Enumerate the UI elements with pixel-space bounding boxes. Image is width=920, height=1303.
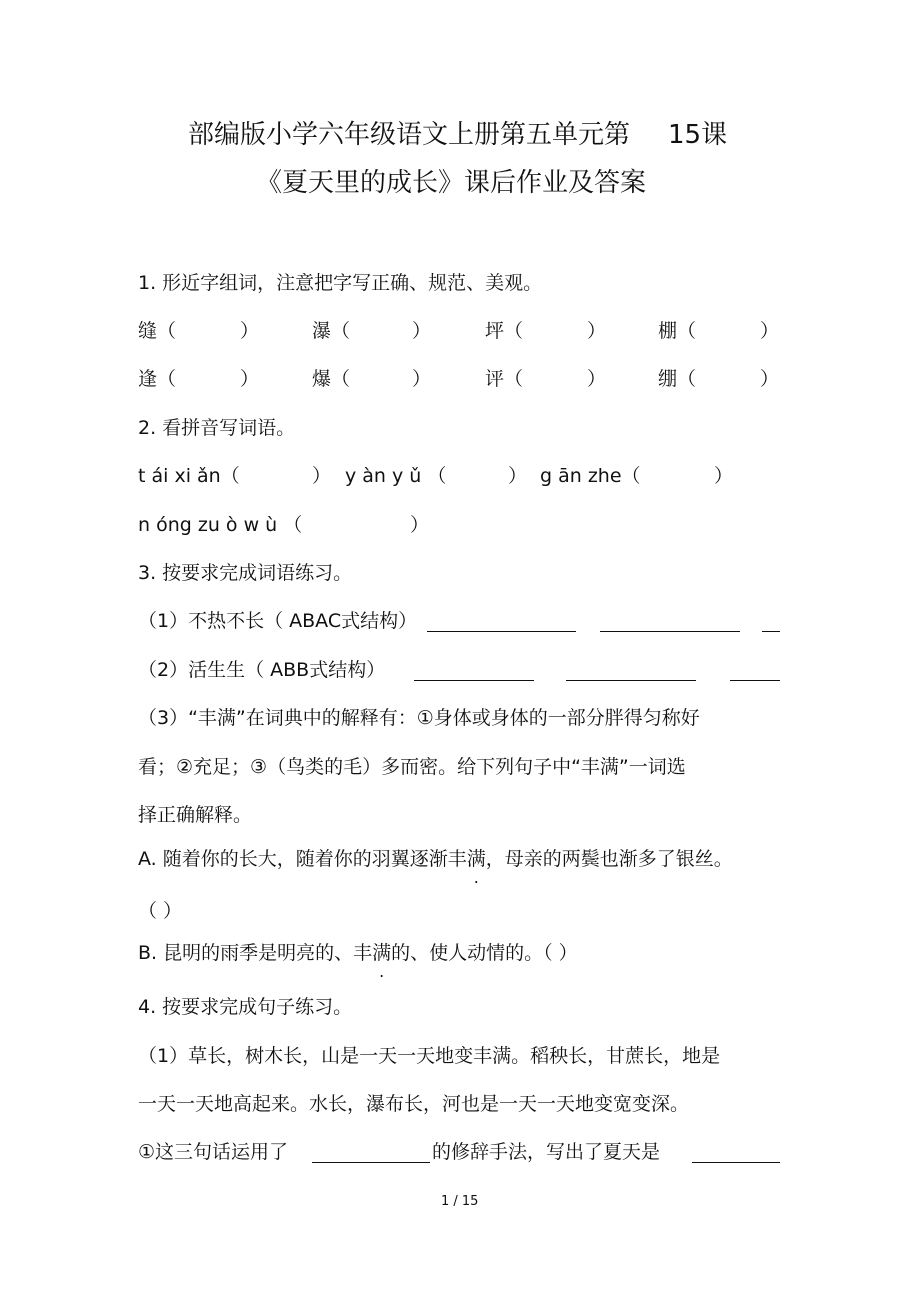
q2-close-2: ） (508, 465, 528, 487)
q2-pinyin-4: n óng zu ò w ù （ (138, 514, 303, 536)
q3-a-emphasis-char: 满 (466, 848, 486, 870)
q4-prompt: 4. 按要求完成句子练习。 (138, 996, 353, 1018)
q3-a-before: A. 随着你的长大，随着你的羽翼逐渐丰 (138, 848, 467, 870)
q2-prompt: 2. 看拼音写词语。 (138, 417, 296, 439)
q1-row2-c2-close: ） (412, 368, 432, 390)
q3-b-before: B. 昆明的雨季是明亮的、丰 (138, 942, 373, 964)
q2-close-1: ） (312, 465, 332, 487)
q1-row2-c4-open: 绷（ (658, 368, 697, 390)
q3-b-emphasis-char: 满 (372, 942, 392, 964)
q1-row2-c3-close: ） (587, 368, 607, 390)
page-counter: 1 / 15 (441, 1194, 479, 1209)
q4-question-1-start: ①这三句话运用了 (138, 1141, 289, 1163)
q2-pinyin-2: y àn y ǔ （ (345, 465, 447, 487)
q3-sentence-b (138, 944, 578, 963)
q3-b-after: 的、使人动情的。（ ） (391, 942, 578, 964)
q1-row1-c3-open: 坪（ (485, 320, 524, 342)
q1-row1-c3-close: ） (587, 320, 607, 342)
title-line-2: 《夏天里的成长》课后作业及答案 (256, 168, 647, 198)
q3-item-2: （2）活生生（ ABB式结构） (138, 659, 386, 681)
q1-row1-c2-close: ） (412, 320, 432, 342)
q1-row1-c4-close: ） (760, 320, 780, 342)
title-line-1 (188, 122, 727, 148)
q3-item2-blank-1[interactable] (414, 662, 534, 681)
q1-row1-c4-open: 棚（ (658, 320, 697, 342)
q1-row2-c3-open: 评（ (485, 368, 524, 390)
q3-sentence-a (138, 850, 733, 869)
q4-blank-rhetoric[interactable] (312, 1144, 430, 1163)
q3-item3-line-1: （3）“丰满”在词典中的解释有：①身体或身体的一部分胖得匀称好 (138, 707, 700, 729)
q3-item3-line-3: 择正确解释。 (138, 804, 253, 826)
q3-prompt: 3. 按要求完成词语练习。 (138, 562, 353, 584)
q3-item2-blank-3[interactable] (730, 662, 780, 681)
q4-blank-summer[interactable] (692, 1144, 780, 1163)
q4-passage-line-1: （1）草长，树木长，山是一天一天地变丰满。稻秧长，甘蔗长，地是 (138, 1045, 721, 1067)
q1-row1-c2-open: 瀑（ (312, 320, 351, 342)
q1-row1-c1-open: 缝（ (138, 320, 177, 342)
q1-row2-c1-open: 逢（ (138, 368, 177, 390)
q3-item1-blank-1[interactable] (427, 613, 576, 632)
title-text: 部编版小学六年级语文上册第五单元第 (188, 120, 631, 150)
q3-a-answer[interactable]: （ ） (138, 900, 183, 922)
q3-item1-blank-3[interactable] (762, 613, 780, 632)
q2-pinyin-3: g ān zhe（ (540, 465, 641, 487)
q3-item3-line-2: 看；②充足；③（鸟类的毛）多而密。给下列句子中“丰满”一词选 (138, 756, 686, 778)
title-lesson-number: 15课 (668, 120, 728, 150)
q1-row2-c1-close: ） (240, 368, 260, 390)
q4-question-1-middle: 的修辞手法，写出了夏天是 (432, 1141, 661, 1163)
q3-item1-blank-2[interactable] (600, 613, 740, 632)
q4-passage-line-2: 一天一天地高起来。水长，瀑布长，河也是一天一天地变宽变深。 (138, 1093, 690, 1115)
q2-close-3: ） (714, 465, 734, 487)
q1-row1-c1-close: ） (240, 320, 260, 342)
q1-prompt: 1. 形近字组词，注意把字写正确、规范、美观。 (138, 272, 543, 294)
q3-item2-blank-2[interactable] (566, 662, 696, 681)
q1-row2-c4-close: ） (760, 368, 780, 390)
q3-item-1: （1）不热不长（ ABAC式结构） (138, 610, 418, 632)
q2-pinyin-1: t ái xi ǎn（ (138, 465, 240, 487)
q3-a-after: ，母亲的两鬓也渐多了银丝。 (485, 848, 733, 870)
q2-close-4: ） (410, 514, 430, 536)
q1-row2-c2-open: 爆（ (312, 368, 351, 390)
